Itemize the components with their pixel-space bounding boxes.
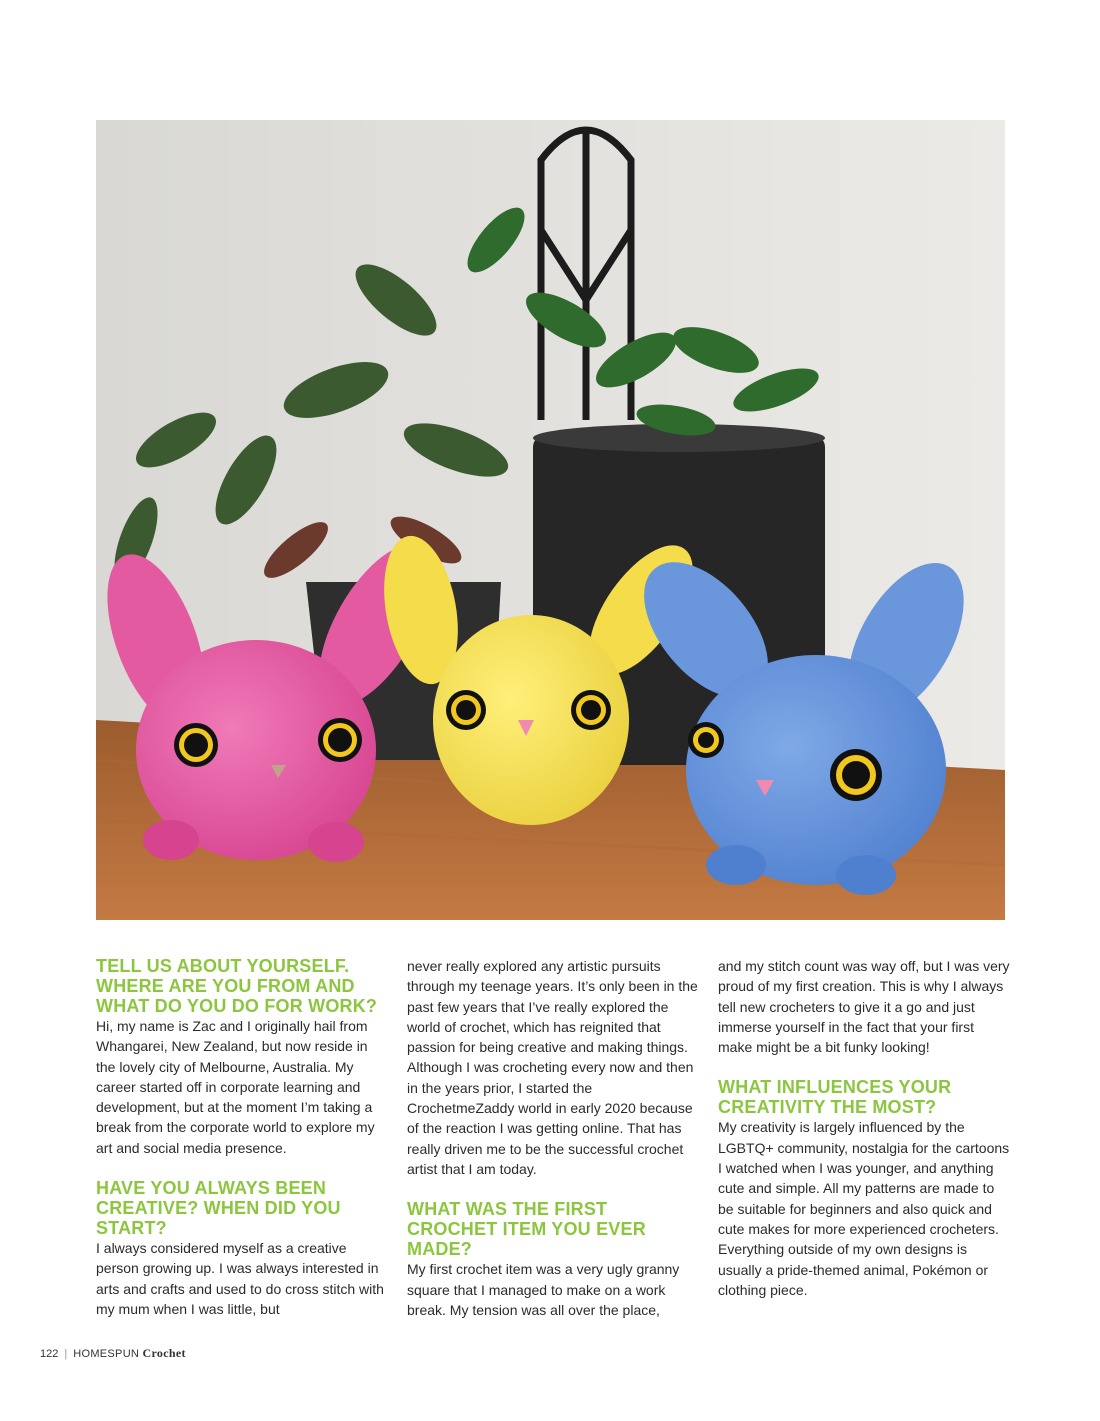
section-heading-first-crochet-item: WHAT WAS THE FIRST CROCHET ITEM YOU EVER MADE? [407,1199,646,1260]
section-heading-always-creative: HAVE YOU ALWAYS BEEN CREATIVE? WHEN DID YOU START? [96,1178,341,1239]
section-heading-influences: WHAT INFLUENCES YOUR CREATIVITY THE MOST? [718,1077,952,1118]
crochet-bunnies-photo [96,120,1005,920]
section-heading-about-yourself: TELL US ABOUT YOURSELF. WHERE ARE YOU FROM AND WHAT DO YOU DO FOR WORK? [96,956,378,1016]
section-body-always-creative-part1: I always considered myself as a creative person growing up. I was always interested in arts and crafts and used to do cross stitch with my mum when I was little, but [96,1240,384,1317]
section-body-about-yourself: Hi, my name is Zac and I originally hail from Whangarei, New Zealand, but now reside in the lovely city of Melbourne, Australia. My career started off in corporate learning and development, but at the moment I’m taking a break from the corporate world to explore my art and social media presence. [96,1018,375,1156]
article-photo [96,120,1005,920]
magazine-name [73,1346,186,1361]
magazine-title: HOMESPUN [73,1348,140,1360]
column-2 [407,956,699,1320]
magazine-suffix: Crochet [142,1346,186,1360]
section-body-always-creative-part2: never really explored any artistic pursuits through my teenage years. It’s only been in the past few years that I’ve really explored the world of crochet, which has reignited that passion for being creative and making things. Although I was crocheting every now and then in the years prior, I started the CrochetmeZaddy world in early 2020 because of the reaction I was getting online. That has really driven me to be the successful crochet artist that I am today. [407,958,698,1177]
section-body-first-crochet-item-part2: and my stitch count was way off, but I was very proud of my first creation. This is why I always tell new crocheters to give it a go and just immerse yourself in the fact that your first make might be a bit funky looking! [718,958,1010,1056]
section-body-first-crochet-item-part1: My first crochet item was a very ugly granny square that I managed to make on a work break. My tension was all over the place, [407,1261,680,1318]
section-body-influences: My creativity is largely influenced by the LGBTQ+ community, nostalgia for the cartoons I watched when I was younger, and anything cute and simple. All my patterns are made to be suitable for beginners and also quick and cute makes for more experienced crocheters. Everything outside of my own designs is usually a pride-themed animal, Pokémon or clothing piece. [718,1119,1010,1298]
folio-separator: | [64,1347,68,1360]
column-3 [718,956,1010,1300]
column-1 [96,956,388,1319]
page-folio [40,1346,186,1361]
page-number: 122 [40,1347,59,1360]
